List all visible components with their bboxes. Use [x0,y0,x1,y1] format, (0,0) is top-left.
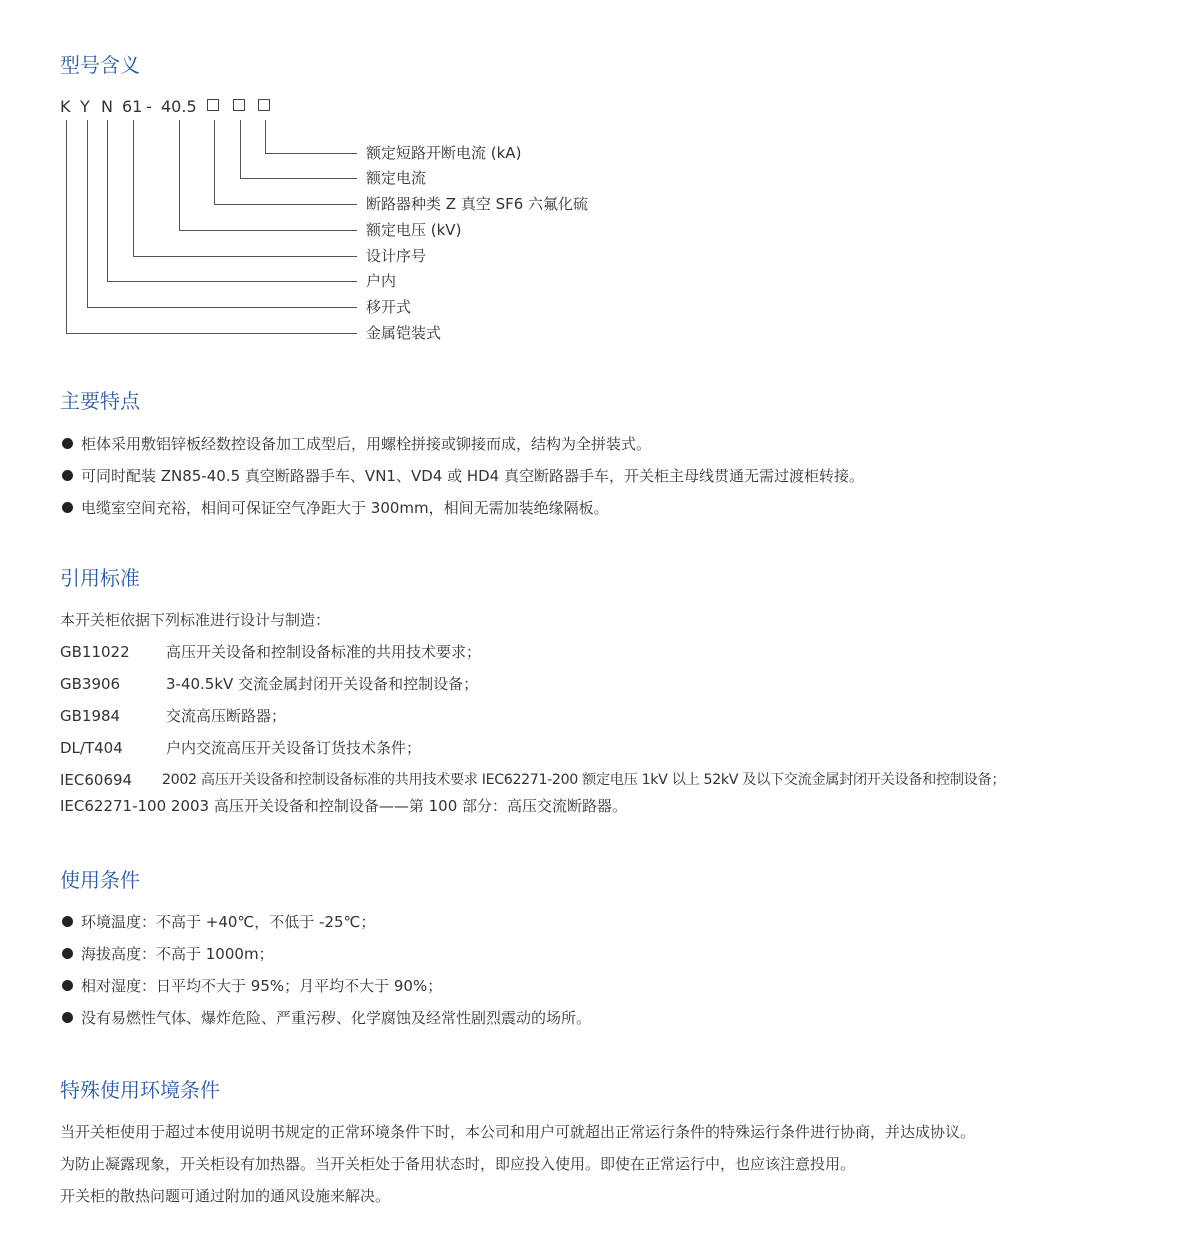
condition-item: 相对湿度：日平均不大于 95%；月平均不大于 90%； [62,976,442,996]
model-code-box-2 [233,99,245,111]
model-code-y: Y [80,97,90,116]
section-title-special-conditions: 特殊使用环境条件 [60,1078,220,1102]
model-label-breaking-current: 额定短路开断电流 (kA) [366,144,522,162]
standards-intro: 本开关柜依据下列标准进行设计与制造： [60,611,331,629]
model-label-metal-clad: 金属铠装式 [366,324,442,342]
model-code-box-1 [207,99,219,111]
bullet-dot-icon [62,470,73,481]
condition-item: 没有易燃性气体、爆炸危险、严重污秽、化学腐蚀及经常性剧烈震动的场所。 [62,1008,591,1028]
bullet-dot-icon [62,502,73,513]
feature-item: 柜体采用敷铝锌板经数控设备加工成型后，用螺栓拼接或铆接而成，结构为全拼装式。 [62,434,651,454]
section-title-features: 主要特点 [60,389,140,413]
bullet-dot-icon [62,980,73,991]
feature-item: 可同时配装 ZN85-40.5 真空断路器手车、VN1、VD4 或 HD4 真空断路器手车，开关柜主母线贯通无需过渡柜转接。 [62,466,864,486]
condition-item: 海拔高度：不高于 1000m； [62,944,274,964]
special-paragraph: 当开关柜使用于超过本使用说明书规定的正常环境条件下时，本公司和用户可就超出正常运行条件的特殊运行条件进行协商，并达成协议。 [60,1123,976,1141]
section-title-model: 型号含义 [60,53,140,77]
bullet-dot-icon [62,948,73,959]
model-code-box-3 [258,99,270,111]
section-title-conditions: 使用条件 [60,868,140,892]
standard-code: GB3906 [60,675,121,693]
standards-last-line: IEC62271-100 2003 高压开关设备和控制设备——第 100 部分：高压交流断路器。 [60,797,628,815]
standard-description: 3-40.5kV 交流金属封闭开关设备和控制设备； [166,675,479,693]
model-code-k: K [60,97,71,116]
model-label-rated-voltage: 额定电压 (kV) [366,221,462,239]
model-label-indoor: 户内 [366,272,397,290]
condition-item: 环境温度：不高于 +40℃，不低于 -25℃； [62,912,375,932]
standard-code: IEC60694 [60,771,133,789]
section-title-standards: 引用标准 [60,566,140,590]
special-paragraph: 开关柜的散热问题可通过附加的通风设施来解决。 [60,1187,391,1205]
model-label-rated-current: 额定电流 [366,169,427,187]
standard-description: 2002 高压开关设备和控制设备标准的共用技术要求 IEC62271-200 额定电压 1kV 以上 52kV 及以下交流金属封闭开关设备和控制设备； [162,772,1006,788]
standard-description: 高压开关设备和控制设备标准的共用技术要求； [166,643,482,661]
model-label-design-number: 设计序号 [366,247,427,265]
standard-description: 户内交流高压开关设备订货技术条件； [166,739,422,757]
standard-description: 交流高压断路器； [166,707,287,725]
feature-item: 电缆室空间充裕，相间可保证空气净距大于 300mm，相间无需加装绝缘隔板。 [62,498,609,518]
bullet-dot-icon [62,916,73,927]
standard-code: GB1984 [60,707,121,725]
model-label-withdrawable: 移开式 [366,298,412,316]
special-paragraph: 为防止凝露现象，开关柜设有加热器。当开关柜处于备用状态时，即应投入使用。即使在正常运行中，也应该注意投用。 [60,1155,856,1173]
model-code-number: 61 [122,97,143,116]
model-code-dash: - [146,97,152,116]
model-code-voltage: 40.5 [161,97,197,116]
standard-code: GB11022 [60,643,130,661]
bullet-dot-icon [62,438,73,449]
model-label-breaker-type: 断路器种类 Z 真空 SF6 六氟化硫 [366,195,589,213]
model-code-n: N [101,97,113,116]
standard-code: DL/T404 [60,739,123,757]
bullet-dot-icon [62,1012,73,1023]
